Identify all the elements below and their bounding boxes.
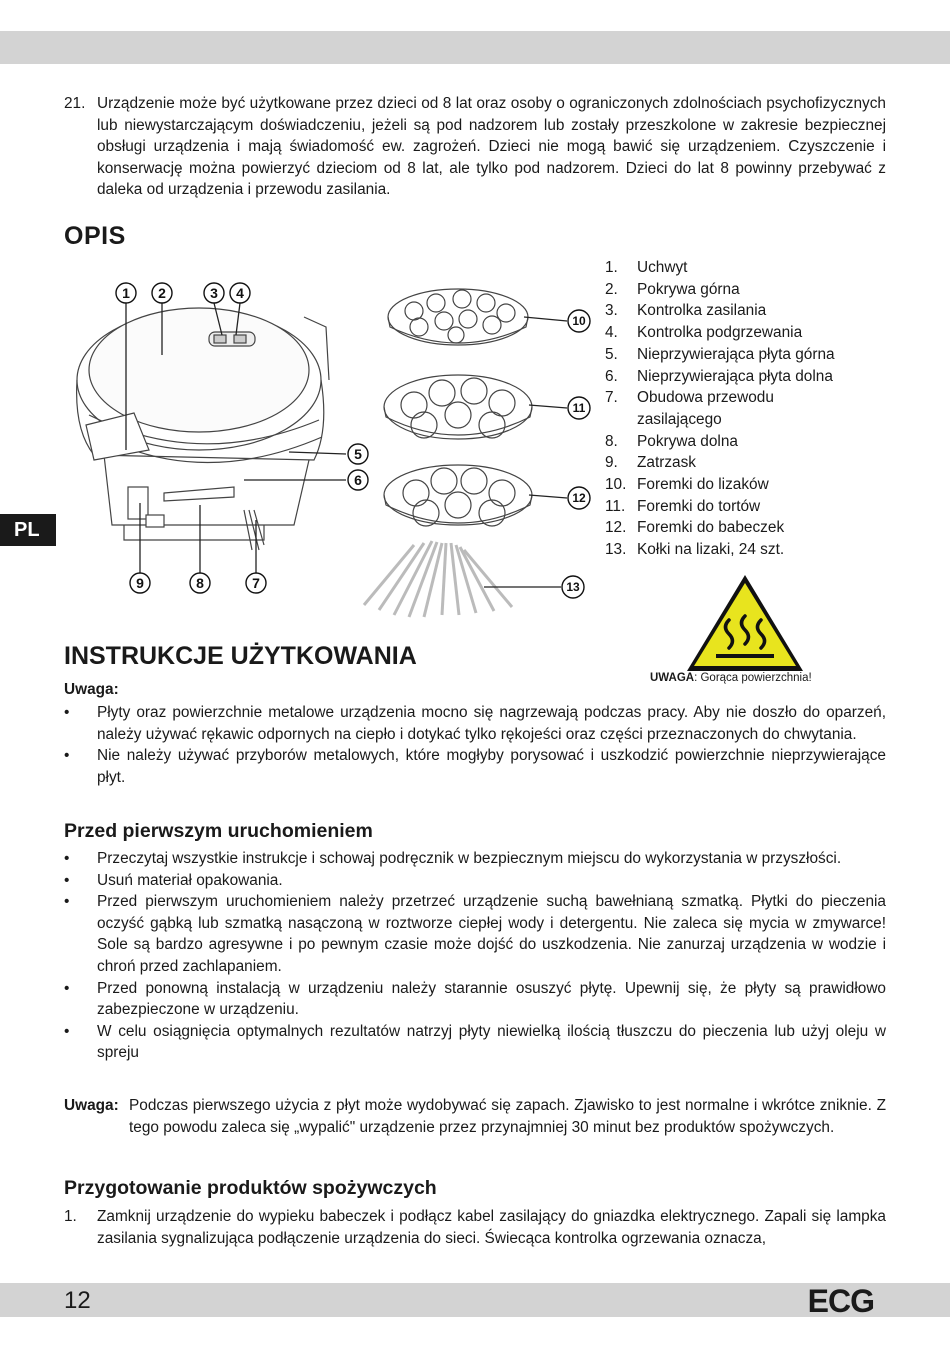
list-item: • Przed ponowną instalacją w urządzeniu należy starannie osuszyć płytę. Upewnij się, że płyty są prawidłowo zabezpieczone w urządzeniu. (64, 978, 886, 1021)
callout-9 (130, 573, 150, 593)
callout-4 (230, 283, 250, 303)
plate-10-illustration (388, 289, 528, 345)
list-item: 5. Nieprzywierająca płyta górna (605, 345, 835, 363)
callout-7 (246, 573, 266, 593)
parts-list (605, 257, 875, 561)
list-item: 13. Kołki na lizaki, 24 szt. (605, 541, 785, 559)
callout-3 (204, 283, 224, 303)
list-item: 12. Foremki do babeczek (605, 519, 785, 537)
language-tab: PL (0, 514, 56, 546)
section-heading-prep: Przygotowanie produktów spożywczych (64, 1177, 437, 1199)
safety-item-21 (64, 93, 886, 201)
section-heading-opis: OPIS (64, 222, 126, 250)
page-number: 12 (64, 1287, 91, 1314)
list-item: • Płyty oraz powierzchnie metalowe urządzenia mocno się nagrzewają podczas pracy. Aby nie doszło do oparzeń, należy używać rękawic odpornych na ciepło i dotykać tylko rękojeści oraz części przeznaczonych do chwytania. (64, 702, 886, 745)
list-item: • W celu osiągnięcia optymalnych rezultatów natrzyj płyty niewielką ilością tłuszczu do pieczenia lub użyj oleju w spreju (64, 1021, 886, 1064)
list-item: 7. Obudowa przewodu zasilającego (605, 389, 774, 428)
product-diagram (64, 255, 604, 625)
svg-text:9: 9 (136, 575, 144, 591)
svg-text:5: 5 (354, 446, 362, 462)
list-item: 1. Uchwyt (605, 259, 688, 276)
svg-text:12: 12 (572, 491, 586, 505)
svg-text:11: 11 (572, 401, 586, 415)
prep-item-1 (64, 1206, 886, 1249)
lollipop-sticks-illustration (364, 541, 512, 617)
callout-5 (348, 444, 368, 464)
list-item: • Nie należy używać przyborów metalowych, które mogłyby porysować i uszkodzić powierzchnie nieprzywierające płyt. (64, 745, 886, 788)
callout-6 (348, 470, 368, 490)
brand-logo: ECG (807, 1283, 874, 1319)
list-item: 11. Foremki do tortów (605, 497, 761, 515)
list-item: 2. Pokrywa górna (605, 280, 740, 298)
svg-text:13: 13 (566, 580, 580, 594)
svg-text:10: 10 (572, 314, 586, 328)
callout-12 (568, 487, 590, 509)
list-item: 4. Kontrolka podgrzewania (605, 324, 803, 342)
item-number: 1. (64, 1208, 77, 1225)
plate-12-illustration (384, 465, 532, 526)
first-use-bullets (64, 848, 886, 1064)
list-item: 3. Kontrolka zasilania (605, 302, 767, 320)
item-number: 21. (64, 95, 86, 112)
svg-text:1: 1 (122, 285, 130, 301)
instructions-bullets (64, 702, 886, 788)
item-text: Urządzenie może być użytkowane przez dzieci od 8 lat oraz osoby o ograniczonych zdolnościach psychofizycznych lub niewystarczającym doświadczeniu, jeżeli są pod nadzorem lub zostały przeszkolone w zakresie bezpiecznej obsługi urządzenia i mają świadomość ew. zagrożeń. Dzieci nie mogą bawić się urządzeniem. Czyszczenie i konserwację można powierzyć dzieciom od 8 lat, ale tylko pod nadzorem. Dzieci do lat 8 powinny przebywać z daleka od urządzenia i przewodu zasilania. (97, 95, 886, 199)
svg-text:7: 7 (252, 575, 260, 591)
warning-caption: UWAGA: Gorąca powierzchnia! (650, 672, 812, 684)
hot-surface-icon (684, 572, 806, 674)
uwaga-label: Uwaga: (64, 681, 119, 698)
note-label: Uwaga: (64, 1097, 119, 1114)
list-item: 6. Nieprzywierająca płyta dolna (605, 367, 833, 385)
appliance-illustration (77, 308, 329, 550)
list-item: • Usuń materiał opakowania. (64, 870, 886, 892)
callout-1 (116, 283, 136, 303)
first-use-note (64, 1095, 886, 1138)
svg-text:6: 6 (354, 472, 362, 488)
section-heading-instructions: INSTRUKCJE UŻYTKOWANIA (64, 642, 417, 670)
callout-2 (152, 283, 172, 303)
section-heading-first-use: Przed pierwszym uruchomieniem (64, 820, 373, 842)
list-item: 9. Zatrzask (605, 454, 697, 472)
note-text: Podczas pierwszego użycia z płyt może wydobywać się zapach. Zjawisko to jest normalne i wkrótce zniknie. Z tego powodu zaleca się „wypalić" urządzenie przez przynajmniej 30 minut bez produktów spożywczych. (129, 1097, 886, 1136)
callout-13 (562, 576, 584, 598)
list-item: • Przed pierwszym uruchomieniem należy przetrzeć urządzenie suchą bawełnianą szmatką. Płytki do pieczenia oczyść gąbką lub szmatką nasączoną w roztworze ciepłej wody i detergentu. Nie zaleca się mycia w zmywarce! Sole są bardzo agresywne i po pewnym czasie może dojść do uszkodzenia. Nie zanurzaj urządzenia w wodzie i chroń przed zachlapaniem. (64, 891, 886, 977)
list-item: 8. Pokrywa dolna (605, 432, 738, 450)
item-text: Zamknij urządzenie do wypieku babeczek i podłącz kabel zasilający do gniazdka elektrycznego. Zapali się lampka zasilania sygnalizująca podłączenie urządzenia do sieci. Świecąca kontrolka ogrzewania oznacza, (97, 1208, 886, 1247)
svg-text:4: 4 (236, 285, 244, 301)
svg-text:3: 3 (210, 285, 218, 301)
svg-text:8: 8 (196, 575, 204, 591)
list-item: • Przeczytaj wszystkie instrukcje i schowaj podręcznik w bezpiecznym miejscu do wykorzystania w przyszłości. (64, 848, 886, 870)
callout-10 (568, 310, 590, 332)
list-item: 10. Foremki do lizaków (605, 476, 769, 494)
callout-11 (568, 397, 590, 419)
header-bar (0, 31, 950, 64)
plate-11-illustration (384, 375, 532, 439)
callout-8 (190, 573, 210, 593)
svg-text:2: 2 (158, 285, 166, 301)
